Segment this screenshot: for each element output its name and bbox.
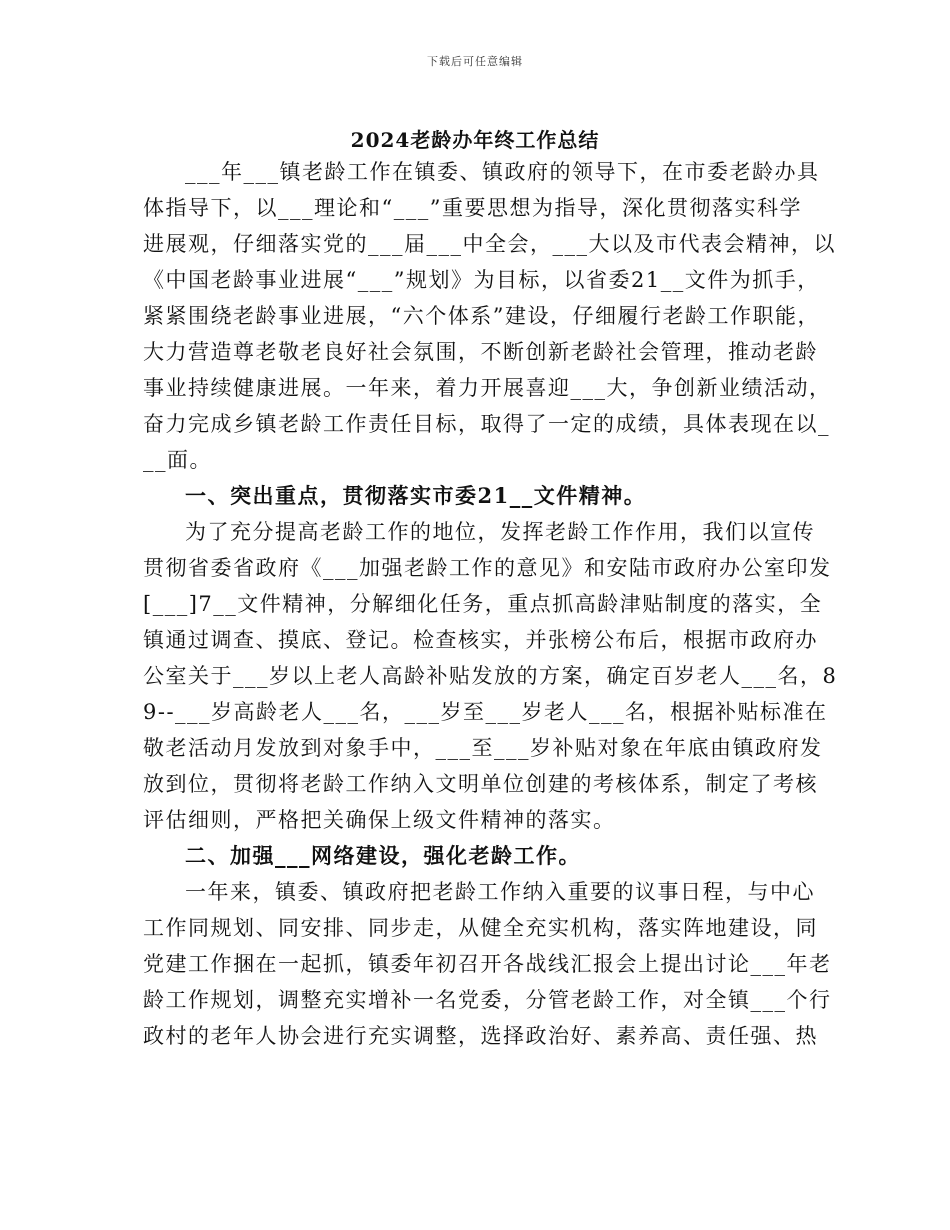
paragraph-line: 工作同规划、同安排、同步走，从健全充实机构，落实阵地建设，同 bbox=[143, 916, 818, 940]
paragraph-line: 事业持续健康进展。一年来，着力开展喜迎___大，争创新业绩活动， bbox=[143, 376, 832, 400]
paragraph-line: 政村的老年人协会进行充实调整，选择政治好、素养高、责任强、热 bbox=[143, 1024, 818, 1048]
paragraph-line: 一年来，镇委、镇政府把老龄工作纳入重要的议事日程，与中心 bbox=[185, 880, 815, 904]
paragraph-line: 为了充分提高老龄工作的地位，发挥老龄工作作用，我们以宣传 bbox=[185, 520, 815, 544]
paragraph-line: 评估细则，严格把关确保上级文件精神的落实。 bbox=[143, 808, 616, 832]
paragraph-line: 紧紧围绕老龄事业进展，“六个体系”建设，仔细履行老龄工作职能， bbox=[143, 304, 820, 328]
paragraph-line: 龄工作规划，调整充实增补一名党委，分管老龄工作，对全镇___个行 bbox=[143, 988, 832, 1012]
section-heading: 一、突出重点，贯彻落实市委21__文件精神。 bbox=[185, 483, 647, 508]
paragraph-line: 公室关于___岁以上老人高龄补贴发放的方案，确定百岁老人___名，8 bbox=[143, 664, 838, 688]
paragraph-line: 9--___岁高龄老人___名，___岁至___岁老人___名，根据补贴标准在 bbox=[143, 700, 828, 724]
section-heading: 二、加强___网络建设，强化老龄工作。 bbox=[185, 843, 581, 868]
page-header: 下载后可任意编辑 bbox=[427, 55, 523, 68]
paragraph-line: 体指导下，以___理论和“___”重要思想为指导，深化贯彻落实科学 bbox=[143, 196, 802, 220]
paragraph-line: 进展观，仔细落实党的___届___中全会，___大以及市代表会精神，以 bbox=[143, 232, 836, 256]
paragraph-line: [___]7__文件精神，分解细化任务，重点抓高龄津贴制度的落实，全 bbox=[143, 592, 823, 616]
paragraph-line: 《中国老龄事业进展“___”规划》为目标，以省委21__文件为抓手， bbox=[143, 268, 820, 292]
paragraph-line: __面。 bbox=[143, 448, 212, 472]
paragraph-line: 放到位，贯彻将老龄工作纳入文明单位创建的考核体系，制定了考核 bbox=[143, 772, 818, 796]
paragraph-line: 党建工作捆在一起抓，镇委年初召开各战线汇报会上提出讨论___年老 bbox=[143, 952, 832, 976]
paragraph-line: 敬老活动月发放到对象手中，___至___岁补贴对象在年底由镇政府发 bbox=[143, 736, 823, 760]
paragraph-line: 奋力完成乡镇老龄工作责任目标，取得了一定的成绩，具体表现在以_ bbox=[143, 412, 830, 436]
document-title: 2024老龄办年终工作总结 bbox=[350, 128, 600, 152]
paragraph-line: ___年___镇老龄工作在镇委、镇政府的领导下，在市委老龄办具 bbox=[185, 160, 820, 184]
paragraph-line: 镇通过调查、摸底、登记。检查核实，并张榜公布后，根据市政府办 bbox=[143, 628, 818, 652]
paragraph-line: 大力营造尊老敬老良好社会氛围，不断创新老龄社会管理，推动老龄 bbox=[143, 340, 818, 364]
paragraph-line: 贯彻省委省政府《___加强老龄工作的意见》和安陆市政府办公室印发 bbox=[143, 556, 832, 580]
